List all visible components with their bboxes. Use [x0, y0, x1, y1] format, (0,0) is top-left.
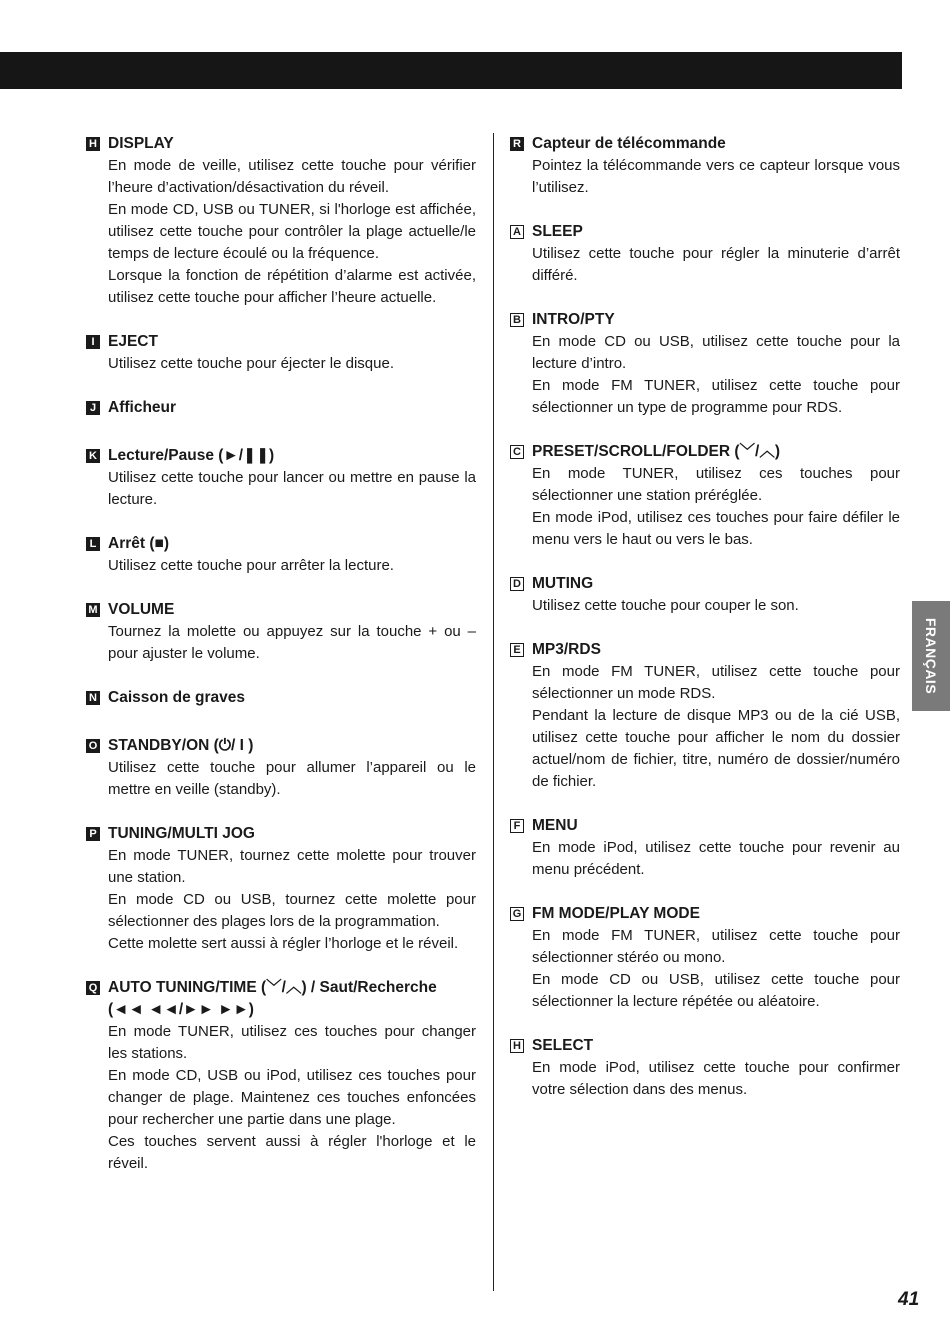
- entry-b: [510, 309, 900, 419]
- page-number: 41: [898, 1289, 920, 1310]
- entry-paragraph: Utilisez cette touche pour couper le son.: [532, 597, 799, 614]
- entry-k: [86, 445, 476, 511]
- entry-n: [86, 687, 476, 709]
- key-letter-badge: O: [86, 739, 100, 753]
- key-letter-badge: F: [510, 819, 524, 833]
- right-column: [510, 133, 900, 1101]
- entry-d: [510, 573, 900, 617]
- entry-paragraph: En mode TUNER, utilisez ces touches pour changer les stations.: [108, 1023, 476, 1062]
- key-letter-badge: C: [510, 445, 524, 459]
- entry-title: PRESET/SCROLL/FOLDER (﹀/︿): [532, 443, 781, 460]
- entry-paragraph: Utilisez cette touche pour lancer ou mettre en pause la lecture.: [108, 469, 476, 508]
- entry-p: [86, 823, 476, 955]
- key-letter-badge: B: [510, 313, 524, 327]
- entry-title: AUTO TUNING/TIME (﹀/︿) / Saut/Recherche (◄◄ ◄◄/►► ►►): [108, 979, 437, 1018]
- entry-paragraph: Utilisez cette touche pour régler la minuterie d’arrêt différé.: [532, 245, 900, 284]
- entry-body: [108, 845, 476, 955]
- entry-title: MP3/RDS: [532, 641, 601, 658]
- entry-paragraph: En mode FM TUNER, utilisez cette touche pour sélectionner stéréo ou mono.: [532, 927, 900, 966]
- entry-title: SELECT: [532, 1037, 594, 1054]
- entry-title: SLEEP: [532, 223, 583, 240]
- key-letter-badge: N: [86, 691, 100, 705]
- entry-paragraph: Tournez la molette ou appuyez sur la touche + ou – pour ajuster le volume.: [108, 623, 476, 662]
- entry-title: Caisson de graves: [108, 689, 245, 706]
- entry-f: [510, 815, 900, 881]
- entry-paragraph: En mode iPod, utilisez ces touches pour faire défiler le menu vers le haut ou vers le bas.: [532, 509, 900, 548]
- key-letter-badge: K: [86, 449, 100, 463]
- key-letter-badge: H: [86, 137, 100, 151]
- entry-body: [532, 595, 900, 617]
- entry-paragraph: En mode TUNER, tournez cette molette pour trouver une station.: [108, 847, 476, 886]
- entry-body: [108, 353, 476, 375]
- entry-title: Capteur de télécommande: [532, 135, 726, 152]
- entry-title: STANDBY/ON (⏻/ I ): [108, 737, 254, 754]
- key-letter-badge: A: [510, 225, 524, 239]
- entry-body: [108, 1021, 476, 1175]
- key-letter-badge: R: [510, 137, 524, 151]
- entry-paragraph: En mode iPod, utilisez cette touche pour confirmer votre sélection dans des menus.: [532, 1059, 900, 1098]
- language-tab-label: FRANÇAIS: [923, 617, 939, 695]
- entry-r: [510, 133, 900, 199]
- entry-body: [532, 837, 900, 881]
- entry-paragraph: En mode TUNER, utilisez ces touches pour sélectionner une station préréglée.: [532, 465, 900, 504]
- entry-h: [510, 1035, 900, 1101]
- entry-a: [510, 221, 900, 287]
- entry-title: Lecture/Pause (►/❚❚): [108, 447, 275, 464]
- entry-title: EJECT: [108, 333, 158, 350]
- entry-j: [86, 397, 476, 419]
- entry-body: [532, 1057, 900, 1101]
- entry-paragraph: Utilisez cette touche pour allumer l’appareil ou le mettre en veille (standby).: [108, 759, 476, 798]
- key-letter-badge: G: [510, 907, 524, 921]
- entry-body: [532, 463, 900, 551]
- entry-paragraph: En mode CD ou USB, utilisez cette touche pour la lecture d’intro.: [532, 333, 900, 372]
- entry-body: [108, 467, 476, 511]
- entry-q: [86, 977, 476, 1175]
- entry-paragraph: En mode CD, USB ou iPod, utilisez ces touches pour changer de plage. Maintenez ces touches enfoncées pour rechercher une partie dans une plage.: [108, 1067, 476, 1128]
- entry-o: [86, 735, 476, 801]
- entry-paragraph: En mode de veille, utilisez cette touche pour vérifier l’heure d’activation/désactivation du réveil.: [108, 157, 476, 196]
- entry-paragraph: Utilisez cette touche pour arrêter la lecture.: [108, 557, 394, 574]
- entry-g: [510, 903, 900, 1013]
- entry-body: [532, 331, 900, 419]
- key-letter-badge: J: [86, 401, 100, 415]
- entry-body: [108, 757, 476, 801]
- entry-l: [86, 533, 476, 577]
- entry-body: [532, 155, 900, 199]
- key-letter-badge: I: [86, 335, 100, 349]
- left-column: [86, 133, 476, 1175]
- entry-title: VOLUME: [108, 601, 175, 618]
- entry-body: [532, 925, 900, 1013]
- entry-body: [532, 661, 900, 793]
- entry-paragraph: En mode iPod, utilisez cette touche pour revenir au menu précédent.: [532, 839, 900, 878]
- entry-paragraph: En mode FM TUNER, utilisez cette touche pour sélectionner un mode RDS.: [532, 663, 900, 702]
- entry-paragraph: En mode CD ou USB, tournez cette molette pour sélectionner des plages lors de la programmation.: [108, 891, 476, 930]
- key-letter-badge: D: [510, 577, 524, 591]
- entry-paragraph: Pendant la lecture de disque MP3 ou de la cié USB, utilisez cette touche pour afficher le nom du dossier actuel/nom de fichier, titre, numéro de dossier/numéro de fichier.: [532, 707, 900, 790]
- entry-paragraph: En mode CD ou USB, utilisez cette touche pour sélectionner la lecture répétée ou aléatoire.: [532, 971, 900, 1010]
- entry-title: MUTING: [532, 575, 594, 592]
- entry-title: Arrêt (■): [108, 535, 170, 552]
- entry-paragraph: En mode FM TUNER, utilisez cette touche pour sélectionner un type de programme pour RDS.: [532, 377, 900, 416]
- key-letter-badge: L: [86, 537, 100, 551]
- entry-paragraph: En mode CD, USB ou TUNER, si l'horloge est affichée, utilisez cette touche pour contrôler la plage actuelle/le temps de lecture écoulé ou la fréquence.: [108, 201, 476, 262]
- entry-paragraph: Utilisez cette touche pour éjecter le disque.: [108, 355, 394, 372]
- entry-paragraph: Cette molette sert aussi à régler l’horloge et le réveil.: [108, 935, 459, 952]
- key-letter-badge: M: [86, 603, 100, 617]
- entry-paragraph: Pointez la télécommande vers ce capteur lorsque vous l’utilisez.: [532, 157, 900, 196]
- entry-title: DISPLAY: [108, 135, 174, 152]
- entry-title: Afficheur: [108, 399, 177, 416]
- key-letter-badge: H: [510, 1039, 524, 1053]
- entry-m: [86, 599, 476, 665]
- column-divider: [493, 133, 494, 1291]
- entry-title: MENU: [532, 817, 578, 834]
- key-letter-badge: P: [86, 827, 100, 841]
- language-tab: [912, 601, 950, 711]
- entry-body: [108, 155, 476, 309]
- entry-paragraph: Ces touches servent aussi à régler l'horloge et le réveil.: [108, 1133, 476, 1172]
- entry-title: FM MODE/PLAY MODE: [532, 905, 700, 922]
- entry-h: [86, 133, 476, 309]
- entry-body: [108, 555, 476, 577]
- header-bar: [0, 52, 902, 89]
- key-letter-badge: E: [510, 643, 524, 657]
- entry-body: [108, 621, 476, 665]
- entry-c: [510, 441, 900, 551]
- key-letter-badge: Q: [86, 981, 100, 995]
- entry-title: TUNING/MULTI JOG: [108, 825, 255, 842]
- entry-e: [510, 639, 900, 793]
- entry-title: INTRO/PTY: [532, 311, 615, 328]
- entry-body: [532, 243, 900, 287]
- entry-paragraph: Lorsque la fonction de répétition d’alarme est activée, utilisez cette touche pour afficher l’heure actuelle.: [108, 267, 476, 306]
- entry-i: [86, 331, 476, 375]
